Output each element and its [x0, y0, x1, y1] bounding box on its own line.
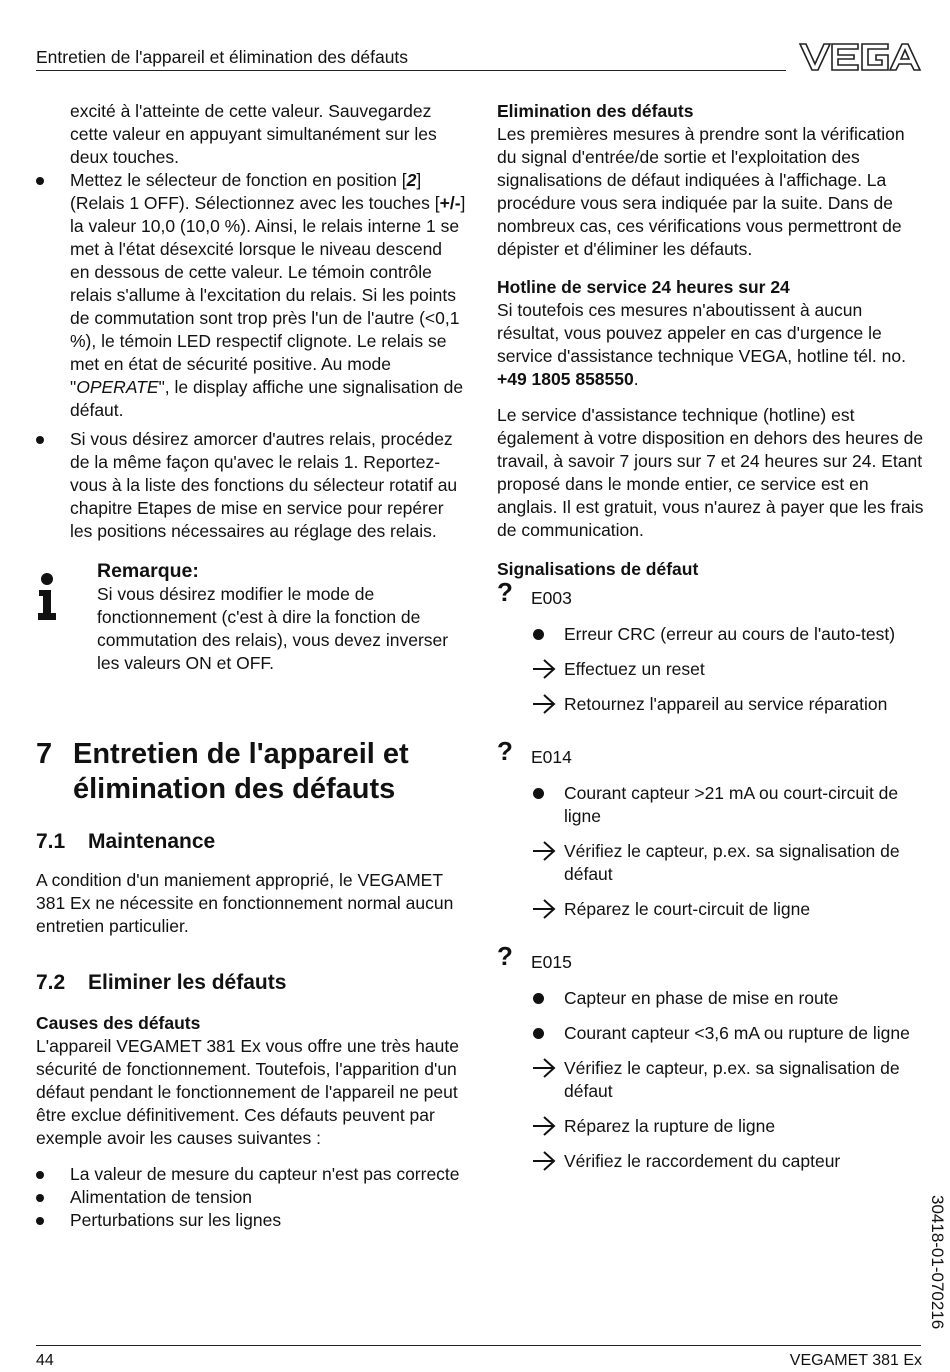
svg-text:30418-01-070216: 30418-01-070216 — [928, 1195, 947, 1330]
note-text: Si vous désirez modifier le mode de fonctionnement (c'est à dire la fonction de commutation des relais), vous devez inverser les valeurs ON et OFF. — [97, 584, 449, 673]
left-column — [36, 100, 466, 1232]
error-code-line — [497, 577, 927, 611]
bullet-icon — [533, 1028, 544, 1039]
question-icon: ? — [497, 736, 513, 766]
error-code-line — [497, 941, 927, 975]
note-box — [36, 559, 466, 675]
hotline-text-2: Le service d'assistance technique (hotline) est également à votre disposition en dehors des heures de travail, à savoir 7 jours sur 7 et 24 heures sur 24. Etant proposé dans le monde entier, ce service est en anglais. Il est gratuit, vous n'aurez à payer que les frais de communication. — [497, 405, 924, 540]
header-rule — [36, 70, 786, 71]
bullet-icon — [533, 993, 544, 1004]
question-icon: ? — [497, 577, 513, 607]
page-number: 44 — [36, 1352, 54, 1369]
error-list — [497, 577, 927, 1173]
subheading: Elimination des défauts — [497, 101, 694, 121]
cause-item: Erreur CRC (erreur au cours de l'auto-test) — [497, 623, 927, 646]
error-code: E003 — [531, 588, 572, 608]
arrow-right-icon — [531, 1057, 557, 1079]
error-code: E014 — [531, 747, 572, 767]
arrow-right-icon — [531, 898, 557, 920]
maintenance-text: A condition d'un maniement approprié, le VEGAMET 381 Ex ne nécessite en fonctionnement normal aucun entretien particulier. — [36, 870, 454, 936]
bullet-icon — [36, 1171, 44, 1179]
subheading: Causes des défauts — [36, 1013, 201, 1033]
arrow-right-icon — [531, 693, 557, 715]
question-icon: ? — [497, 941, 513, 971]
vega-logo — [798, 40, 924, 80]
section-heading: 7.2 Eliminer les défauts — [36, 971, 287, 994]
error-block — [497, 941, 927, 1173]
action-item: Vérifiez le capteur, p.ex. sa signalisation de défaut — [497, 1057, 927, 1103]
section-heading: 7.1 Maintenance — [36, 830, 216, 853]
footer-rule — [36, 1345, 921, 1346]
action-item: Effectuez un reset — [497, 658, 927, 681]
action-item: Vérifiez le raccordement du capteur — [497, 1150, 927, 1173]
bullet-icon — [533, 788, 544, 799]
elimination-text: Les premières mesures à prendre sont la vérification du signal d'entrée/de sortie et l'exploitation des signalisations de défaut indiquées à l'affichage. La procédure vous sera indiquée par la suite. Dans de nombreux cas, ces vérifications vous permettront de dépister et d'éliminer les défauts. — [497, 124, 905, 259]
chapter-heading: 7 Entretien de l'appareil et élimination des défauts — [36, 738, 409, 805]
bullet-icon — [36, 1194, 44, 1202]
list-item: Si vous désirez amorcer d'autres relais, procédez de la même façon qu'avec le relais 1. Reportez-vous à la liste des fonctions du sélecteur rotatif au chapitre Etapes de mise en service pour repérer les positions nécessaires au réglage des relais. — [36, 428, 466, 543]
arrow-right-icon — [531, 1115, 557, 1137]
cause-item: Courant capteur >21 mA ou court-circuit de ligne — [497, 782, 927, 828]
list-item: Alimentation de tension — [36, 1186, 466, 1209]
subheading: Signalisations de défaut — [497, 559, 699, 579]
error-code: E015 — [531, 952, 572, 972]
document-code — [920, 1195, 950, 1360]
cause-item: Courant capteur <3,6 mA ou rupture de ligne — [497, 1022, 927, 1045]
action-item: Vérifiez le capteur, p.ex. sa signalisation de défaut — [497, 840, 927, 886]
bullet-icon — [533, 629, 544, 640]
error-block — [497, 577, 927, 716]
note-title: Remarque: — [97, 560, 199, 582]
list-item: Perturbations sur les lignes — [36, 1209, 466, 1232]
info-icon — [36, 573, 58, 621]
arrow-right-icon — [531, 840, 557, 862]
error-block — [497, 736, 927, 921]
action-item: Retournez l'appareil au service réparation — [497, 693, 927, 716]
action-item: Réparez le court-circuit de ligne — [497, 898, 927, 921]
bullet-icon — [36, 177, 44, 185]
cause-item: Capteur en phase de mise en route — [497, 987, 927, 1010]
running-header: Entretien de l'appareil et élimination des défauts — [36, 47, 409, 67]
arrow-right-icon — [531, 658, 557, 680]
hotline-text: Si toutefois ces mesures n'aboutissent à aucun résultat, vous pouvez appeler en cas d'urgence le service d'assistance technique VEGA, hotline tél. no. +49 1805 858550. — [497, 300, 906, 389]
arrow-right-icon — [531, 1150, 557, 1172]
action-item: Réparez la rupture de ligne — [497, 1115, 927, 1138]
right-column — [497, 100, 927, 1173]
bullet-icon — [36, 436, 44, 444]
list-item: La valeur de mesure du capteur n'est pas correcte — [36, 1163, 466, 1186]
bullet-icon — [36, 1217, 44, 1225]
paragraph-continuation: excité à l'atteinte de cette valeur. Sauvegardez cette valeur en appuyant simultanément sur les deux touches. — [70, 101, 437, 167]
error-code-line — [497, 736, 927, 770]
causes-text: L'appareil VEGAMET 381 Ex vous offre une très haute sécurité de fonctionnement. Toutefois, l'apparition d'un défaut pendant le fonctionnement de l'appareil ne peut être exclue définitivement. Ces défauts peuvent par exemple avoir les causes suivantes : — [36, 1036, 459, 1148]
list-item: Mettez le sélecteur de fonction en position [2] (Relais 1 OFF). Sélectionnez avec les touches [+/-] la valeur 10,0 (10,0 %). Ainsi, le relais interne 1 se met à l'état désexcité lorsque le niveau descend en dessous de cette valeur. Le témoin contrôle relais s'allume à l'excitation du relais. Si les points de commutation sont trop près l'un de l'autre (<0,1 %), le témoin LED respectif clignote. Le relais se met en état de sécurité positive. Au mode "OPERATE", le display affiche une signalisation de défaut. — [36, 169, 466, 422]
subheading: Hotline de service 24 heures sur 24 — [497, 277, 790, 297]
footer-title: VEGAMET 381 Ex — [789, 1352, 922, 1369]
